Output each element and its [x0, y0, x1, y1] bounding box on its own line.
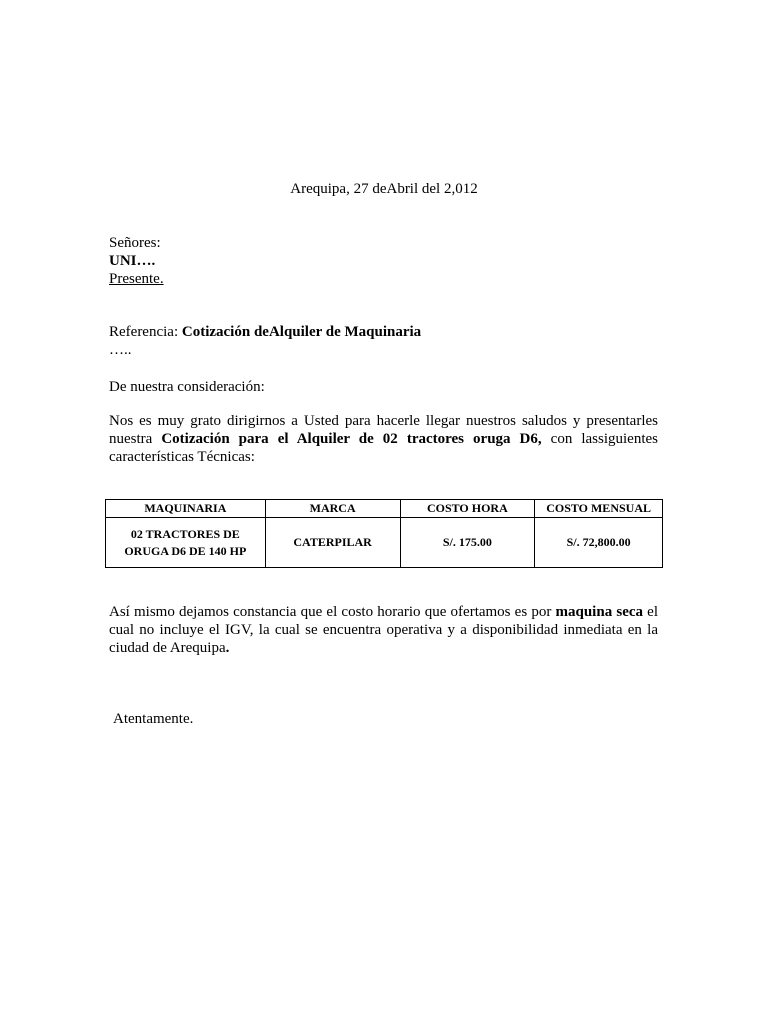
reference-label: Referencia: — [109, 324, 182, 340]
reference-line — [109, 323, 421, 341]
header-marca: MARCA — [265, 500, 400, 518]
date-line: Arequipa, 27 deAbril del 2,012 — [290, 181, 478, 197]
intro-bold: Cotización para el Alquiler de 02 tractores oruga D6, — [161, 431, 542, 447]
addressee-block — [109, 234, 164, 288]
cell-hourly-cost: S/. 175.00 — [400, 518, 535, 568]
cell-machine: 02 TRACTORES DE ORUGA D6 DE 140 HP — [106, 518, 266, 568]
consideration-line: De nuestra consideración: — [109, 379, 265, 395]
cell-monthly-cost: S/. 72,800.00 — [535, 518, 663, 568]
intro-paragraph: Nos es muy grato dirigirnos a Usted para hacerle llegar nuestros saludos y presentarles nuestra Cotización para el Alquiler de 02 tractores oruga D6, con lassiguientes características Técnicas: — [109, 413, 658, 465]
salutation: Señores: — [109, 235, 161, 251]
closing-line: Atentamente. — [113, 711, 194, 727]
cell-brand: CATERPILAR — [265, 518, 400, 568]
reference-continuation: ….. — [109, 342, 132, 358]
quotation-table — [105, 499, 663, 568]
presente-text: Presente. — [109, 271, 164, 287]
table-row — [106, 518, 663, 568]
table-header-row — [106, 500, 663, 518]
note-bold: maquina seca — [555, 604, 644, 620]
header-maquinaria: MAQUINARIA — [106, 500, 266, 518]
reference-title: Cotización deAlquiler de Maquinaria — [181, 324, 422, 340]
note-paragraph: Así mismo dejamos constancia que el costo horario que ofertamos es por maquina seca el cual no incluye el IGV, la cual se encuentra operativa y a disponibilidad inmediata en la ciudad de Arequipa. — [109, 604, 659, 656]
reference-block — [109, 323, 421, 359]
header-costo-hora: COSTO HORA — [400, 500, 535, 518]
recipient-name: UNI…. — [109, 253, 156, 269]
header-costo-mensual: COSTO MENSUAL — [535, 500, 663, 518]
